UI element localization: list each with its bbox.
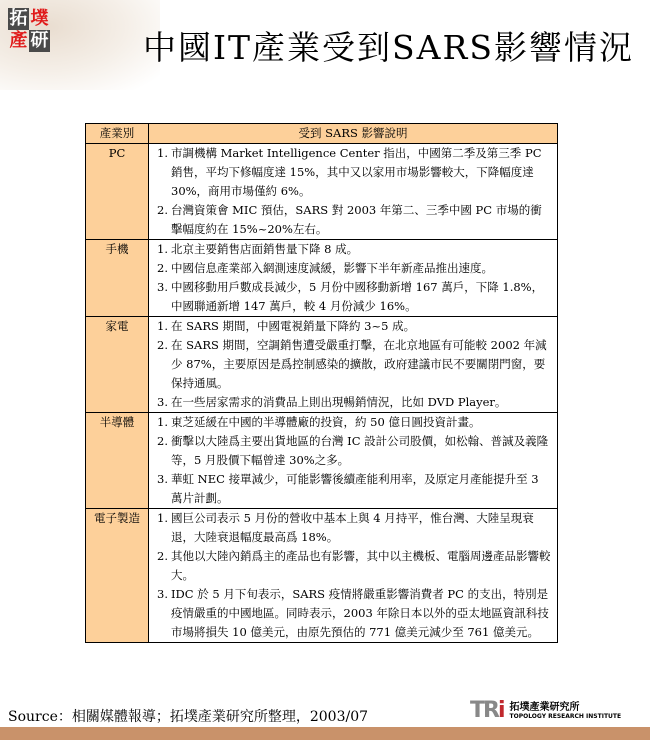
- item-text: 在一些居家需求的消費品上則出現暢銷情況，比如 DVD Player。: [171, 395, 507, 409]
- item-text: 衝擊以大陸爲主要出貨地區的台灣 IC 設計公司股價，如松翰、普誠及義隆等，5 月股價下幅曾達 30%之多。: [171, 434, 549, 467]
- list-item: [149, 509, 551, 547]
- list-item: [149, 585, 551, 642]
- company-logo: [8, 8, 50, 52]
- item-number: 3.: [157, 587, 168, 601]
- item-text: 在 SARS 期間，空調銷售遭受嚴重打擊，在北京地區有可能較 2002 年減少 87%，主要原因是爲控制感染的擴散，政府建議市民不要關閉門窗，要保持通風。: [171, 338, 547, 390]
- item-number: 2.: [157, 549, 168, 563]
- impact-table: [85, 123, 558, 643]
- table-row: [86, 240, 558, 317]
- item-number: 1.: [157, 242, 168, 256]
- item-number: 3.: [157, 472, 168, 486]
- institute-name-zh: 拓墣產業研究所: [509, 701, 580, 713]
- item-number: 2.: [157, 338, 168, 352]
- item-number: 2.: [157, 434, 168, 448]
- category-cell: PC: [86, 144, 149, 240]
- item-number: 2.: [157, 203, 168, 217]
- item-text: 市調機構 Market Intelligence Center 指出，中國第二季及第三季 PC 銷售，平均下修幅度達 15%，其中又以家用市場影響較大，下降幅度達 30%，商用市場僅約 6%。: [171, 146, 542, 198]
- description-cell: [149, 509, 558, 643]
- list-item: [149, 259, 551, 278]
- item-number: 1.: [157, 146, 168, 160]
- description-cell: [149, 144, 558, 240]
- item-text: 國巨公司表示 5 月份的營收中基本上與 4 月持平，惟台灣、大陸呈現衰退，大陸衰退幅度最高爲 18%。: [171, 511, 534, 544]
- header-description: 受到 SARS 影響說明: [149, 124, 558, 144]
- description-cell: [149, 413, 558, 509]
- item-text: 東芝延緩在中國的半導體廠的投資，約 50 億日圓投資計畫。: [171, 415, 481, 429]
- page-title: 中國IT產業受到SARS影響情況: [143, 28, 634, 67]
- description-cell: [149, 317, 558, 413]
- list-item: [149, 278, 551, 316]
- list-item: [149, 393, 551, 412]
- table-row: [86, 317, 558, 413]
- footer-logo: [470, 699, 621, 723]
- logo-char: 研: [30, 30, 49, 51]
- table-row: [86, 509, 558, 643]
- category-cell: 電子製造: [86, 509, 149, 643]
- description-cell: [149, 240, 558, 317]
- item-number: 3.: [157, 395, 168, 409]
- logo-char: 拓: [9, 8, 28, 29]
- item-text: 在 SARS 期間，中國電視銷量下降約 3~5 成。: [171, 319, 416, 333]
- list-item: [149, 413, 551, 432]
- item-text: 中國信息產業部入網測速度減緩，影響下半年新產品推出速度。: [171, 261, 493, 275]
- list-item: [149, 547, 551, 585]
- list-item: [149, 317, 551, 336]
- category-cell: 家電: [86, 317, 149, 413]
- table-row: [86, 413, 558, 509]
- logo-char: 產: [9, 30, 28, 51]
- item-number: 1.: [157, 511, 168, 525]
- item-number: 1.: [157, 319, 168, 333]
- list-item: [149, 144, 551, 201]
- logo-char: 墣: [30, 8, 49, 29]
- institute-name-en: TOPOLOGY RESEARCH INSTITUTE: [509, 712, 622, 720]
- category-cell: 半導體: [86, 413, 149, 509]
- list-item: [149, 240, 551, 259]
- tri-mark: [470, 699, 504, 723]
- item-number: 2.: [157, 261, 168, 275]
- header-category: 產業別: [86, 124, 149, 144]
- item-number: 1.: [157, 415, 168, 429]
- list-item: [149, 336, 551, 393]
- category-cell: 手機: [86, 240, 149, 317]
- item-text: 台灣資策會 MIC 預估，SARS 對 2003 年第二、三季中國 PC 市場的衝擊幅度約在 15%~20%左右。: [171, 203, 542, 236]
- list-item: [149, 470, 551, 508]
- item-text: 華虹 NEC 接單減少，可能影響後續產能利用率，及原定月產能提升至 3 萬片計劃。: [171, 472, 539, 505]
- item-text: IDC 於 5 月下旬表示，SARS 疫情將嚴重影響消費者 PC 的支出，特別是疫情嚴重的中國地區。同時表示，2003 年除日本以外的亞太地區資訊科技市場將損失 10 億美元，由原先預估的 771 億美元減少至 761 億美元。: [171, 587, 549, 639]
- footer-band: [0, 727, 650, 740]
- item-number: 3.: [157, 280, 168, 294]
- tri-mark-red: i: [497, 698, 504, 723]
- list-item: [149, 201, 551, 239]
- list-item: [149, 432, 551, 470]
- item-text: 其他以大陸內銷爲主的產品也有影響，其中以主機板、電腦周邊產品影響較大。: [171, 549, 551, 582]
- table-row: [86, 144, 558, 240]
- tri-mark-gray: TR: [470, 698, 498, 723]
- source-note: Source：相關媒體報導；拓墣產業研究所整理，2003/07: [8, 709, 369, 725]
- item-text: 中國移動用戶數成長減少，5 月份中國移動新增 167 萬戶，下降 1.8%，中國聯通新增 147 萬戶，較 4 月份減少 16%。: [171, 280, 544, 313]
- item-text: 北京主要銷售店面銷售量下降 8 成。: [171, 242, 359, 256]
